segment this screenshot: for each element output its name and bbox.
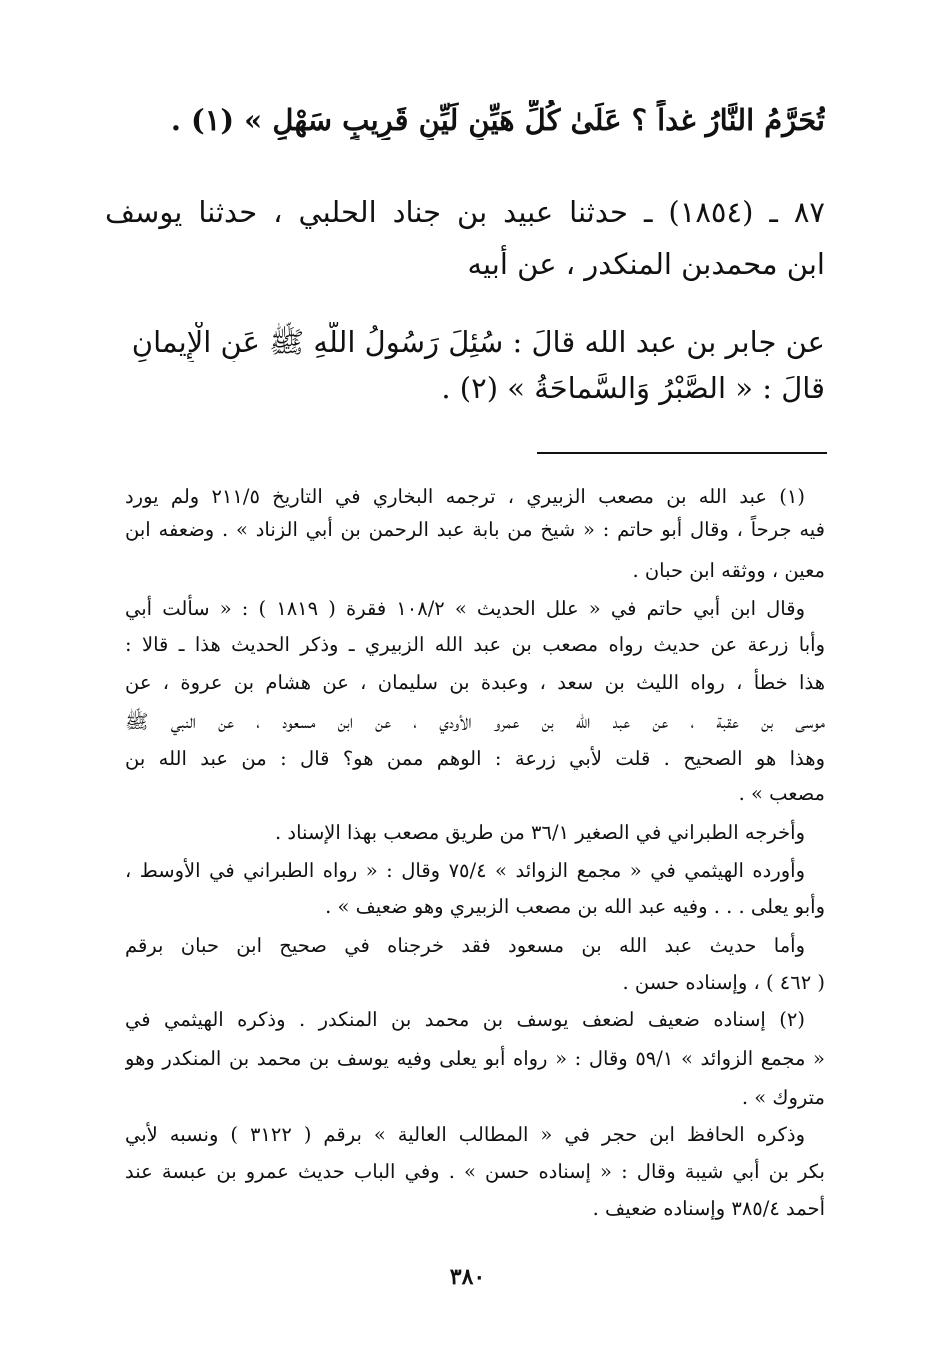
footnote-line: موسى بن عقبة ، عن عبد الله بن عمرو الأودي ، عن ابن مسعود ، عن النبي ﷺ — [125, 710, 825, 733]
footnote-line: بكر بن أبي شيبة وقال : « إسناده حسن » . وفي الباب حديث عمرو بن عبسة عند — [125, 1160, 825, 1183]
footnote-line: (١) عبد الله بن مصعب الزبيري ، ترجمه البخاري في التاريخ ٢١١/٥ ولم يورد — [125, 485, 805, 508]
footnote-line: وهذا هو الصحيح . قلت لأبي زرعة : الوهم ممن هو؟ قال : من عبد الله بن — [125, 747, 825, 770]
footnote-line: أحمد ٣٨٥/٤ وإسناده ضعيف . — [592, 1197, 825, 1220]
hadith-line-2: ابن محمدبن المنكدر ، عن أبيه — [467, 247, 825, 281]
footnote-line: وأخرجه الطبراني في الصغير ٣٦/١ من طريق مصعب بهذا الإسناد . — [275, 821, 805, 844]
footnote-line: وأما حديث عبد الله بن مسعود فقد خرجناه في صحيح ابن حبان برقم — [125, 934, 805, 957]
hadith-line-4: قالَ : « الصَّبْرُ وَالسَّماحَةُ » (٢) . — [441, 371, 825, 405]
hadith-line-1: ٨٧ ـ (١٨٥٤) ـ حدثنا عبيد بن جناد الحلبي ، حدثنا يوسف — [105, 195, 825, 229]
verse-line: تُحَرَّمُ النَّارُ غداً ؟ عَلَىٰ كُلِّ هَيِّنٍ لَيِّنٍ قَرِيبٍ سَهْلٍ » (١) . — [170, 103, 825, 137]
footnote-line: فيه جرحاً ، وقال أبو حاتم : « شيخ من بابة عبد الرحمن بن أبي الزناد » . وضعفه ابن — [125, 518, 825, 541]
footnote-line: معين ، ووثقه ابن حبان . — [632, 559, 825, 582]
footnote-line: متروك » . — [741, 1086, 825, 1109]
footnote-line: وأورده الهيثمي في « مجمع الزوائد » ٧٥/٤ وقال : « رواه الطبراني في الأوسط ، — [125, 859, 805, 882]
page-number: ٣٨٠ — [449, 1264, 486, 1290]
footnote-line: وذكره الحافظ ابن حجر في « المطالب العالية » برقم ( ٣١٢٢ ) ونسبه لأبي — [125, 1123, 805, 1146]
footnote-line: (٢) إسناده ضعيف لضعف يوسف بن محمد بن المنكدر . وذكره الهيثمي في — [125, 1008, 805, 1031]
footnote-line: « مجمع الزوائد » ٥٩/١ وقال : « رواه أبو يعلى وفيه يوسف بن محمد بن المنكدر وهو — [125, 1047, 825, 1070]
footnote-line: ( ٤٦٢ ) ، وإسناده حسن . — [622, 971, 825, 994]
footnote-line: وأبو يعلى . . . وفيه عبد الله بن مصعب الزبيري وهو ضعيف » . — [325, 895, 825, 918]
footnote-line: وقال ابن أبي حاتم في « علل الحديث » ١٠٨/٢ فقرة ( ١٨١٩ ) : « سألت أبي — [125, 597, 805, 620]
footnote-line: هذا خطأ ، رواه الليث بن سعد ، وعبدة بن سليمان ، عن هشام بن عروة ، عن — [125, 671, 825, 694]
hadith-line-3: عن جابر بن عبد الله قالَ : سُئِلَ رَسُولُ اللَّهِ ﷺ عَنِ الْإِيمانِ — [131, 325, 825, 359]
footnote-line: وأبا زرعة عن حديث رواه مصعب بن عبد الله الزبيري ـ وذكر الحديث هذا ـ قالا : — [125, 633, 825, 656]
footnote-divider — [537, 452, 827, 454]
footnote-line: مصعب » . — [738, 782, 825, 805]
